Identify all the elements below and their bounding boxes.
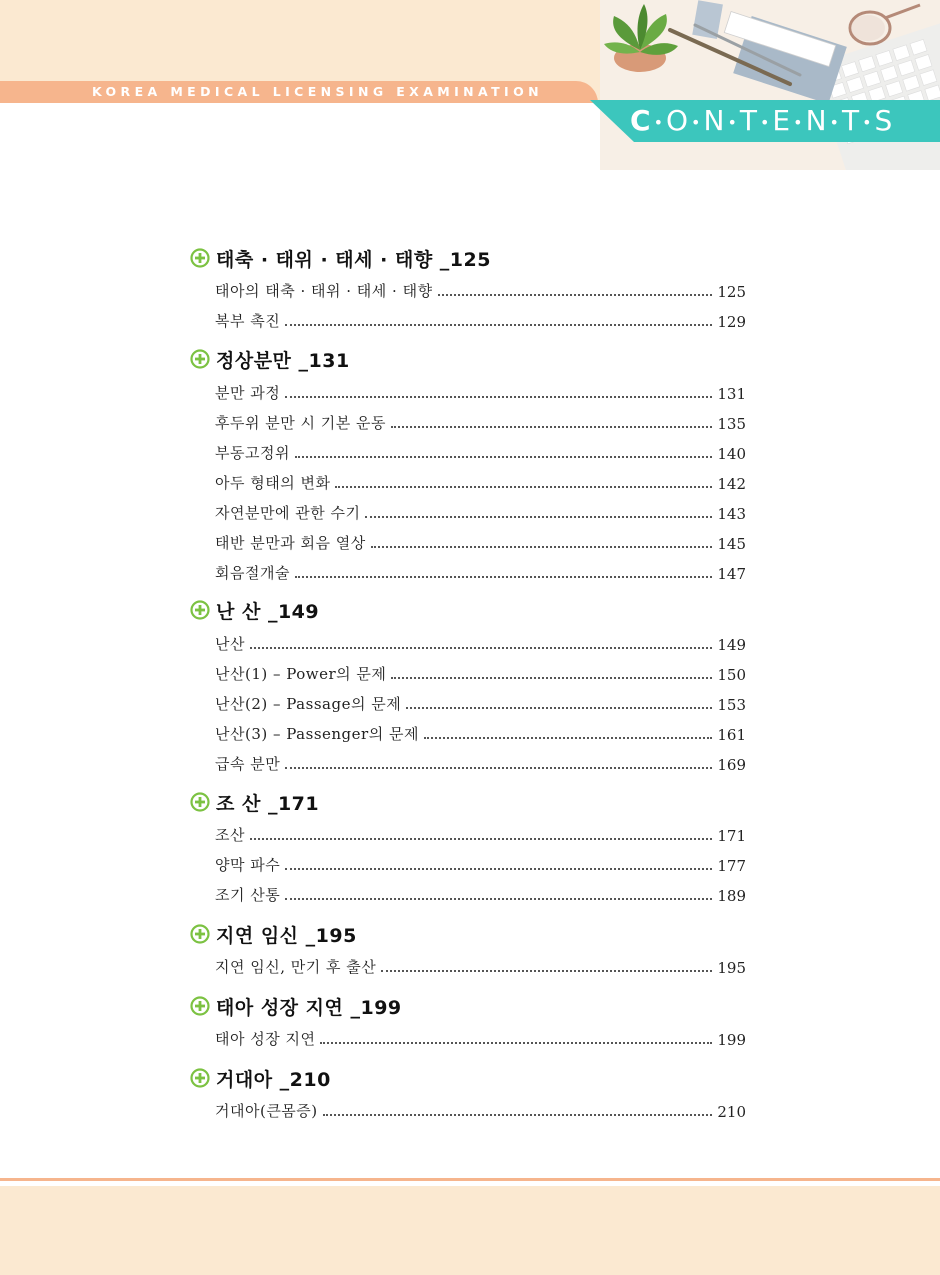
plus-circle-icon bbox=[190, 792, 210, 812]
entry-label: 난산 bbox=[215, 635, 245, 653]
dot-leader bbox=[285, 868, 712, 870]
toc-entry[interactable] bbox=[215, 309, 746, 331]
toc-entry[interactable] bbox=[215, 955, 746, 977]
section-heading bbox=[190, 245, 491, 271]
plus-circle-icon bbox=[190, 600, 210, 620]
entry-label: 회음절개술 bbox=[215, 564, 290, 582]
dot-leader bbox=[285, 898, 712, 900]
toc-entry[interactable] bbox=[215, 411, 746, 433]
entry-page: 153 bbox=[717, 696, 746, 714]
plus-circle-icon bbox=[190, 924, 210, 944]
toc-entry[interactable] bbox=[215, 441, 746, 463]
entry-label: 후두위 분만 시 기본 운동 bbox=[215, 414, 386, 432]
entry-page: 161 bbox=[717, 726, 746, 744]
toc-entry[interactable] bbox=[215, 662, 746, 684]
section-title: 거대아 _210 bbox=[216, 1068, 331, 1091]
entry-page: 135 bbox=[717, 415, 746, 433]
section-title: 난 산 _149 bbox=[216, 600, 320, 623]
toc-entry[interactable] bbox=[215, 531, 746, 553]
toc-entry[interactable] bbox=[215, 853, 746, 875]
entry-label: 조산 bbox=[215, 826, 245, 844]
section-title: 지연 임신 _195 bbox=[216, 924, 357, 947]
plus-circle-icon bbox=[190, 248, 210, 268]
dot-leader bbox=[320, 1042, 712, 1044]
toc-entry[interactable] bbox=[215, 1099, 746, 1121]
entry-page: 142 bbox=[717, 475, 746, 493]
section-title: 정상분만 _131 bbox=[216, 349, 350, 372]
entry-label: 양막 파수 bbox=[215, 856, 281, 874]
dot-leader bbox=[371, 546, 713, 548]
entry-label: 조기 산통 bbox=[215, 886, 281, 904]
section-title: 태축 · 태위 · 태세 · 태향 _125 bbox=[216, 248, 491, 271]
plus-circle-icon bbox=[190, 349, 210, 369]
dot-leader bbox=[295, 576, 712, 578]
entry-page: 171 bbox=[717, 827, 746, 845]
exam-label: KOREA MEDICAL LICENSING EXAMINATION bbox=[92, 84, 543, 99]
entry-page: 131 bbox=[717, 385, 746, 403]
entry-label: 자연분만에 관한 수기 bbox=[215, 504, 361, 522]
toc-entry[interactable] bbox=[215, 722, 746, 744]
entry-label: 태반 분만과 회음 열상 bbox=[215, 534, 366, 552]
dot-leader bbox=[365, 516, 712, 518]
toc-entry[interactable] bbox=[215, 1027, 746, 1049]
entry-label: 아두 형태의 변화 bbox=[215, 474, 331, 492]
toc-entry[interactable] bbox=[215, 279, 746, 301]
toc-entry[interactable] bbox=[215, 632, 746, 654]
plus-circle-icon bbox=[190, 1068, 210, 1088]
toc-entry[interactable] bbox=[215, 692, 746, 714]
dot-leader bbox=[406, 707, 712, 709]
section-heading bbox=[190, 1065, 331, 1091]
entry-page: 140 bbox=[717, 445, 746, 463]
toc-entry[interactable] bbox=[215, 883, 746, 905]
entry-label: 난산(3) – Passenger의 문제 bbox=[215, 725, 419, 743]
dot-leader bbox=[285, 396, 712, 398]
section-heading bbox=[190, 789, 319, 815]
desk-photo-illustration bbox=[600, 0, 940, 170]
toc-entry[interactable] bbox=[215, 823, 746, 845]
contents-heading: C •O •N •T •E •N •T •S bbox=[630, 104, 894, 137]
entry-label: 거대아(큰몸증) bbox=[215, 1102, 318, 1120]
dot-leader bbox=[285, 767, 712, 769]
toc-entry[interactable] bbox=[215, 381, 746, 403]
dot-leader bbox=[391, 426, 712, 428]
dot-leader bbox=[323, 1114, 713, 1116]
plus-circle-icon bbox=[190, 996, 210, 1016]
entry-page: 125 bbox=[717, 283, 746, 301]
toc-entry[interactable] bbox=[215, 501, 746, 523]
entry-page: 195 bbox=[717, 959, 746, 977]
entry-page: 189 bbox=[717, 887, 746, 905]
entry-label: 태아의 태축 · 태위 · 태세 · 태향 bbox=[215, 282, 433, 300]
footer-band bbox=[0, 1186, 940, 1275]
dot-leader bbox=[285, 324, 712, 326]
entry-page: 145 bbox=[717, 535, 746, 553]
entry-label: 지연 임신, 만기 후 출산 bbox=[215, 958, 377, 976]
toc-entry[interactable] bbox=[215, 561, 746, 583]
entry-label: 난산(1) – Power의 문제 bbox=[215, 665, 387, 683]
entry-page: 210 bbox=[717, 1103, 746, 1121]
entry-page: 150 bbox=[717, 666, 746, 684]
dot-leader bbox=[335, 486, 712, 488]
section-heading bbox=[190, 346, 350, 372]
section-title: 태아 성장 지연 _199 bbox=[216, 996, 402, 1019]
dot-leader bbox=[250, 647, 712, 649]
section-heading bbox=[190, 597, 319, 623]
entry-page: 199 bbox=[717, 1031, 746, 1049]
entry-page: 147 bbox=[717, 565, 746, 583]
entry-page: 169 bbox=[717, 756, 746, 774]
dot-leader bbox=[391, 677, 712, 679]
section-heading bbox=[190, 921, 357, 947]
entry-label: 복부 촉진 bbox=[215, 312, 281, 330]
entry-page: 129 bbox=[717, 313, 746, 331]
dot-leader bbox=[438, 294, 713, 296]
dot-leader bbox=[295, 456, 712, 458]
toc-entry[interactable] bbox=[215, 471, 746, 493]
entry-label: 분만 과정 bbox=[215, 384, 281, 402]
dot-leader bbox=[424, 737, 712, 739]
entry-label: 태아 성장 지연 bbox=[215, 1030, 316, 1048]
entry-page: 149 bbox=[717, 636, 746, 654]
section-title: 조 산 _171 bbox=[216, 792, 320, 815]
entry-label: 부동고정위 bbox=[215, 444, 290, 462]
dot-leader bbox=[250, 838, 712, 840]
footer-rule bbox=[0, 1178, 940, 1181]
dot-leader bbox=[381, 970, 712, 972]
entry-label: 급속 분만 bbox=[215, 755, 281, 773]
entry-page: 143 bbox=[717, 505, 746, 523]
entry-label: 난산(2) – Passage의 문제 bbox=[215, 695, 402, 713]
section-heading bbox=[190, 993, 402, 1019]
toc-entry[interactable] bbox=[215, 752, 746, 774]
entry-page: 177 bbox=[717, 857, 746, 875]
